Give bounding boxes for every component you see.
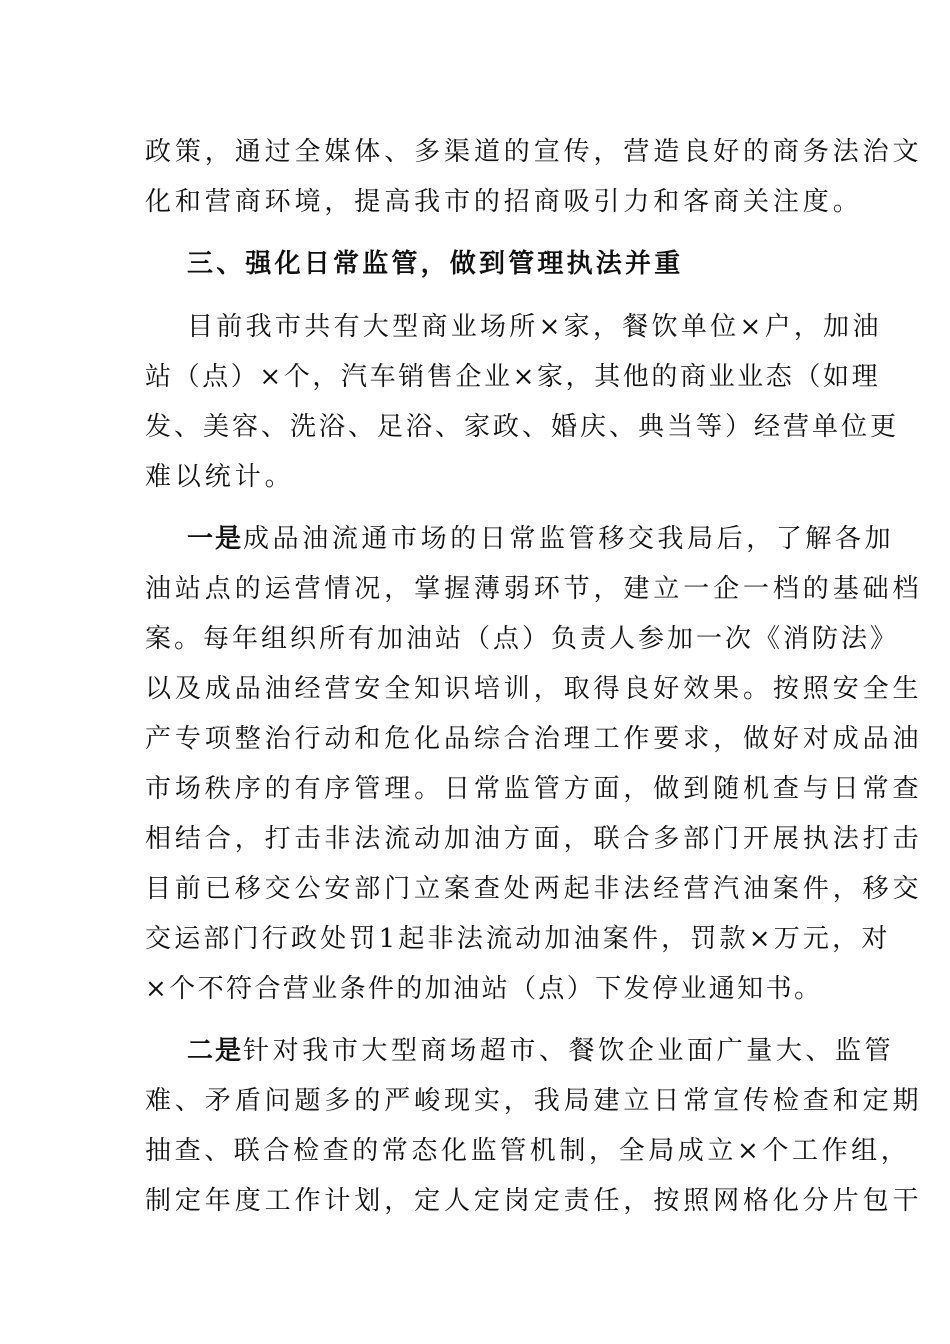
text-line: 难以统计。 xyxy=(145,462,295,492)
text-line: 政策，通过全媒体、多渠道的宣传，营造良好的商务法治文 xyxy=(145,137,923,167)
text-line: 相结合，打击非法流动加油方面，联合多部门开展执法打击 xyxy=(145,824,923,854)
section-heading: 三、强化日常监管，做到管理执法并重 xyxy=(187,249,684,279)
paragraph-first-line xyxy=(187,1034,894,1068)
paragraph-first-line xyxy=(187,522,894,556)
text-line: 抽查、联合检查的常态化监管机制，全局成立×个工作组， xyxy=(145,1136,911,1166)
text-line: 市场秩序的有序管理。日常监管方面，做到随机查与日常查 xyxy=(145,774,923,804)
text-line: 目前已移交公安部门立案查处两起非法经营汽油案件，移交 xyxy=(145,874,923,904)
text-line: 站（点）×个，汽车销售企业×家，其他的商业业态（如理 xyxy=(145,362,881,392)
text-line: 难、矛盾问题多的严峻现实，我局建立日常宣传检查和定期 xyxy=(145,1086,923,1116)
text-line: 针对我市大型商场超市、餐饮企业面广量大、监管 xyxy=(243,1036,895,1066)
text-line: 制定年度工作计划，定人定岗定责任，按照网格化分片包干 xyxy=(145,1186,923,1216)
text-line: 以及成品油经营安全知识培训，取得良好效果。按照安全生 xyxy=(145,674,923,704)
text-line: 案。每年组织所有加油站（点）负责人参加一次《消防法》 xyxy=(145,624,900,654)
text-line: 成品油流通市场的日常监管移交我局后，了解各加 xyxy=(243,524,895,554)
lead-label-second: 二是 xyxy=(187,1036,244,1066)
text-line: 油站点的运营情况，掌握薄弱环节，建立一企一档的基础档 xyxy=(145,574,923,604)
text-line: 产专项整治行动和危化品综合治理工作要求，做好对成品油 xyxy=(145,724,923,754)
lead-label-first: 一是 xyxy=(187,524,244,554)
text-line: ×个不符合营业条件的加油站（点）下发停业通知书。 xyxy=(145,974,823,1004)
text-line: 化和营商环境，提高我市的招商吸引力和客商关注度。 xyxy=(145,187,863,217)
text-line: 交运部门行政处罚1起非法流动加油案件，罚款×万元，对 xyxy=(145,924,891,954)
text-line: 目前我市共有大型商业场所×家，餐饮单位×户，加油 xyxy=(187,312,882,342)
text-line: 发、美容、洗浴、足浴、家政、婚庆、典当等）经营单位更 xyxy=(145,412,900,442)
